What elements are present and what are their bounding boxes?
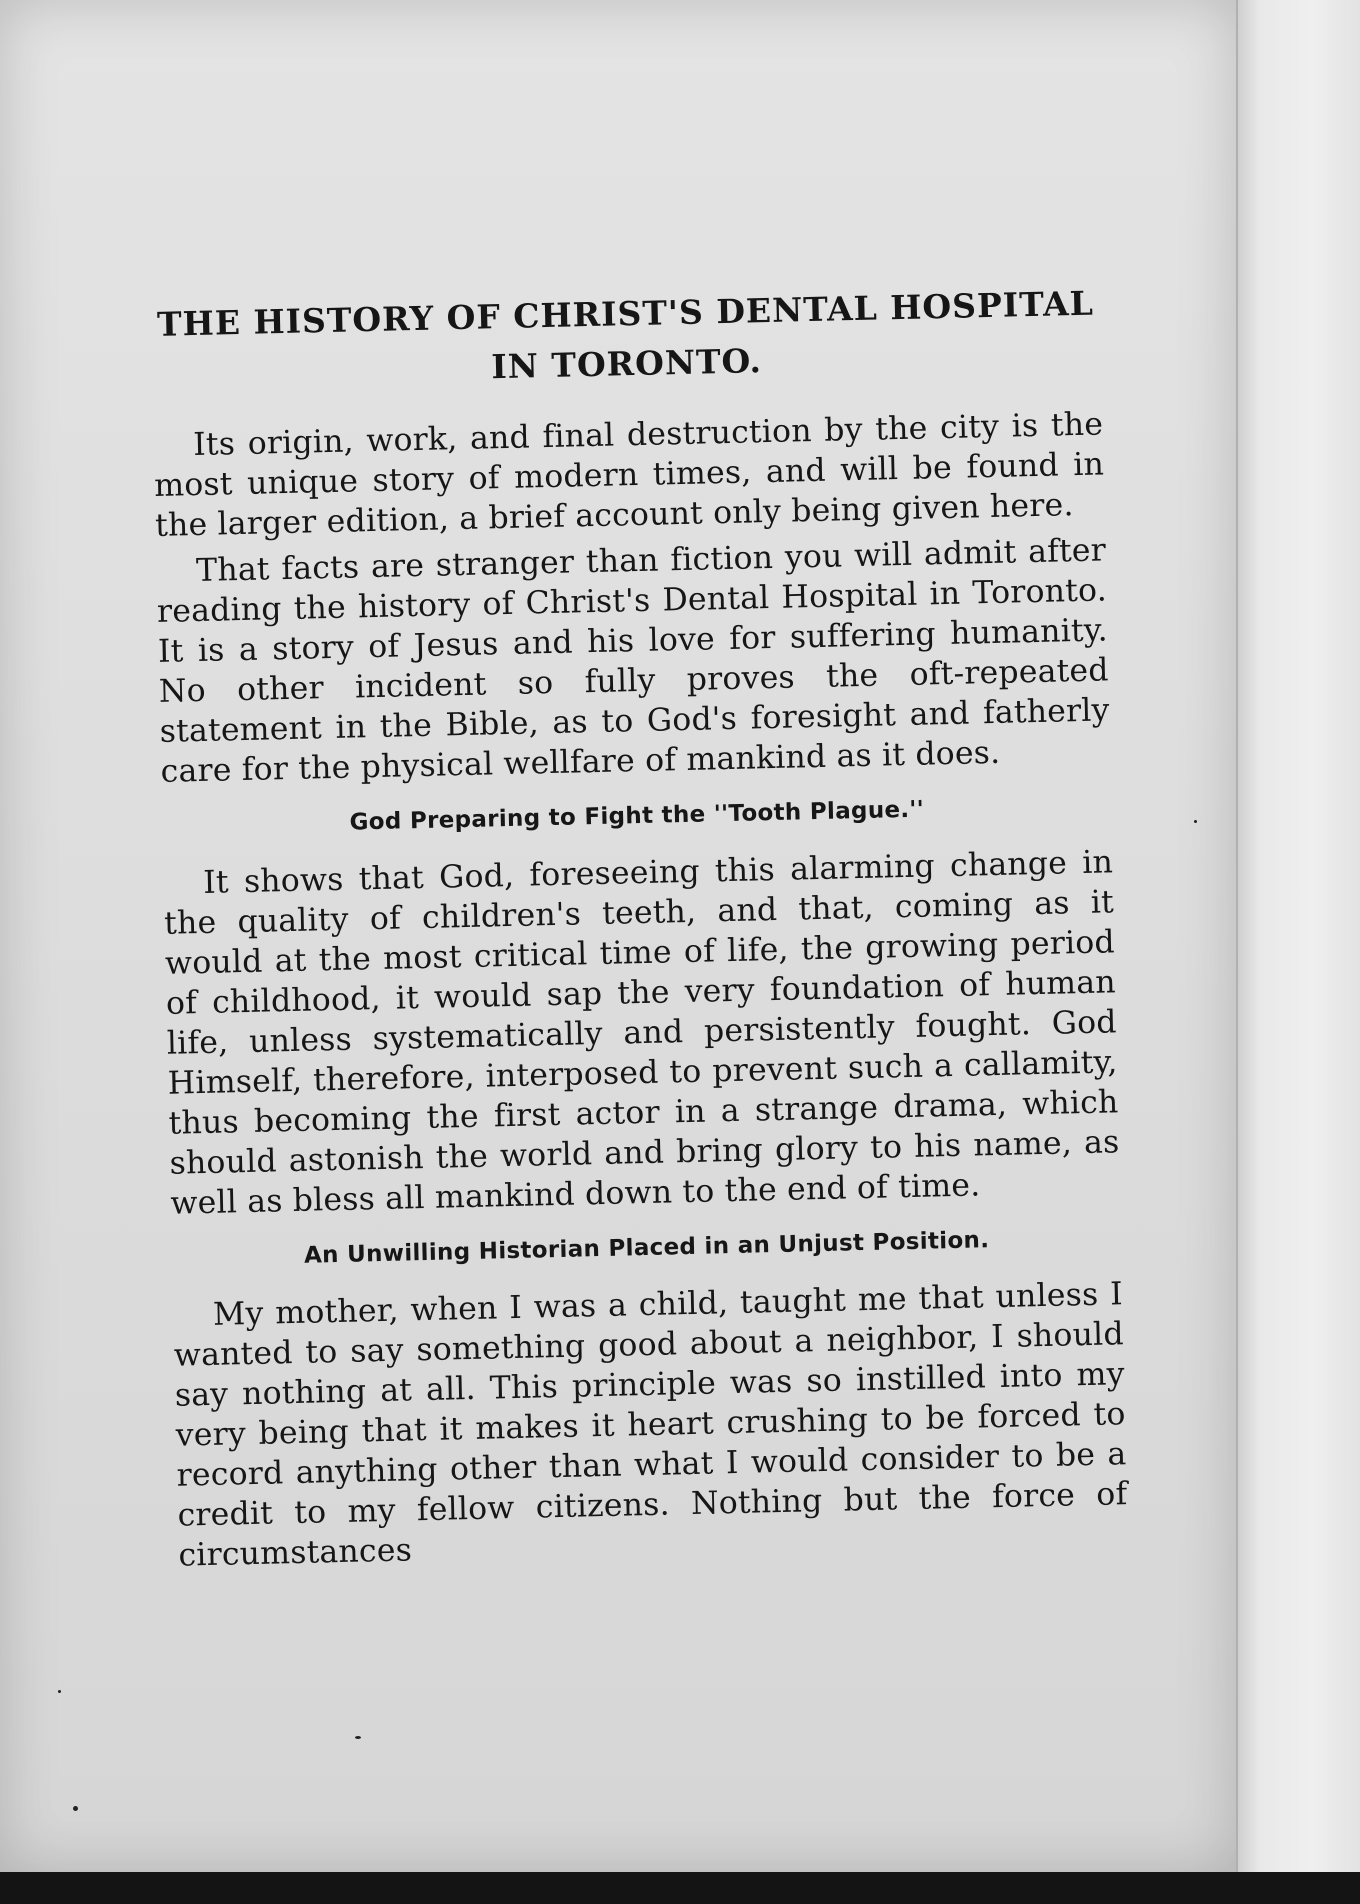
- paragraph: That facts are stranger than fiction you will admit after reading the history of Christ's Dental Hospital in Toronto. It is a story of Jesus and his love for suffering humanity. No other incident so fully proves the oft-repeated statement in the Bible, as to God's foresight and fatherly care for the physical wellfare of mankind as it does.: [156, 532, 1110, 790]
- page-content: [150, 278, 1129, 1581]
- section-heading: An Unwilling Historian Placed in an Unjust Position.: [303, 1227, 990, 1269]
- dust-speck: [58, 1690, 61, 1693]
- page-edge: [1236, 0, 1360, 1872]
- chapter-title: THE HISTORY OF CHRIST'S DENTAL HOSPITAL IN TORONTO.: [156, 283, 1095, 387]
- paragraph: My mother, when I was a child, taught me that unless I wanted to say something good about a neighbor, I should say nothing at all. This principle was so instilled into my very being that it makes it heart crushing to be forced to record anything other than what I would consider to be a credit to my fellow citizens. Nothing but the force of circumstances: [173, 1276, 1128, 1574]
- dust-speck: [355, 1736, 361, 1739]
- section-heading: God Preparing to Fight the ''Tooth Plague.'': [349, 796, 925, 836]
- dust-speck: [73, 1806, 78, 1811]
- paragraph: Its origin, work, and final destruction by the city is the most unique story of modern times, and will be found in the larger edition, a brief account only being given here.: [153, 406, 1105, 544]
- paragraph: It shows that God, foreseeing this alarming change in the quality of children's teeth, and that, coming as it would at the most critical time of life, the growing period of childhood, it would sap the very foundation of human life, unless systematically and persistently fought. God Himself, therefore, interposed to prevent such a callamity, thus becoming the first actor in a strange drama, which should astonish the world and bring glory to his name, as well as bless all mankind down to the end of time.: [163, 844, 1120, 1222]
- dust-speck: [1194, 820, 1197, 823]
